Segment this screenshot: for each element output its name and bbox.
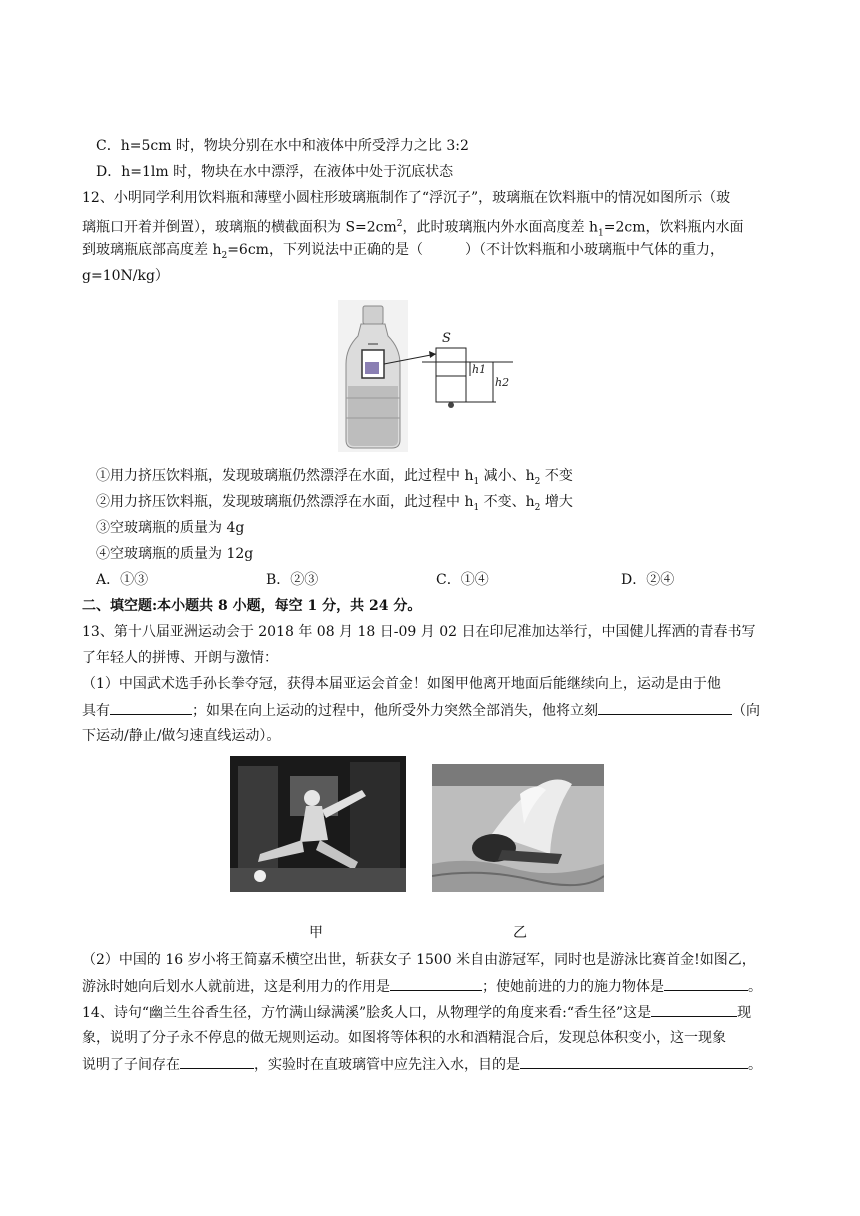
caption-yi: 乙 <box>513 925 527 941</box>
choice-d[interactable]: D．②④ <box>621 572 675 588</box>
q13-part1-line2: 具有 ；如果在向上运动的过程中，他所受外力突然全部消失，他将立刻 （向 <box>82 700 782 721</box>
q14-line3: 说明了子间存在 ，实验时在直玻璃管中应先注入水，目的是 。 <box>82 1054 782 1075</box>
section-heading-fill-in: 二、填空题:本小题共 8 小题，每空 1 分，共 24 分。 <box>82 598 422 614</box>
q12-figure-cartesian-diver <box>338 300 518 452</box>
q12-stem-line2: 璃瓶口开着并倒置），玻璃瓶的横截面积为 $S=2cm^2$，此时玻璃瓶内外水面高度差 $h_1=2cm$，饮料瓶内水面 <box>82 219 744 239</box>
fig-label-s: S <box>442 331 451 346</box>
q14-line2: 象，说明了分子永不停息的做无规则运动。如图将等体积的水和酒精混合后，发现总体积变小，这一现象 <box>82 1030 726 1046</box>
q13-part1-line1: （1）中国武术选手孙长拳夺冠，获得本届亚运会首金！如图甲他离开地面后能继续向上，运动是由于他 <box>82 676 721 692</box>
q13-part1-line3: 下运动/静止/做匀速直线运动）。 <box>82 728 281 744</box>
fig-label-h2: h2 <box>495 376 510 389</box>
q12-stem-line3: 到玻璃瓶底部高度差 $h_2=6cm$，下列说法中正确的是（ ）（不计饮料瓶和小玻璃瓶中气体的重力， <box>82 242 724 261</box>
q11-option-c: C．h=5cm 时，物块分别在水中和液体中所受浮力之比 3:2 <box>96 138 469 154</box>
q12-statement-4: ④空玻璃瓶的质量为 12g <box>96 546 254 562</box>
q13-part2-line1: （2）中国的 16 岁小将王简嘉禾横空出世，斩获女子 1500 米自由游冠军，同时也是游泳比赛首金!如图乙， <box>82 952 756 968</box>
q13-stem-line1: 13、第十八届亚洲运动会于 2018 年 08 月 18 日-09 月 02 日在印尼准加达举行，中国健儿挥洒的青春书写 <box>82 624 756 640</box>
answer-blank[interactable] <box>110 700 192 715</box>
choice-a[interactable]: A．①③ <box>96 572 149 588</box>
photo-yi-swimmer <box>432 764 604 892</box>
answer-blank[interactable] <box>598 700 732 715</box>
answer-blank[interactable] <box>664 976 748 991</box>
fig-label-h1: h1 <box>472 363 487 376</box>
q12-statement-3: ③空玻璃瓶的质量为 4g <box>96 520 245 536</box>
q12-stem-line4: g=10N/kg） <box>82 268 169 284</box>
answer-blank[interactable] <box>651 1002 737 1017</box>
choice-b[interactable]: B．②③ <box>266 572 319 588</box>
answer-blank[interactable] <box>390 976 482 991</box>
q12-stem-line1: 12、小明同学利用饮料瓶和薄壁小圆柱形玻璃瓶制作了“浮沉子”，玻璃瓶在饮料瓶中的情况如图所示（玻 <box>82 190 731 206</box>
q13-stem-line2: 了年轻人的拼博、开朗与激情： <box>82 650 278 666</box>
photo-jia-wushu <box>230 756 406 892</box>
q14-line1: 14、诗句“幽兰生谷香生径，方竹满山绿满溪”脍炙人口，从物理学的角度来看:“香生径”这是 现 <box>82 1002 782 1023</box>
choice-c[interactable]: C．①④ <box>436 572 489 588</box>
q13-part2-line2: 游泳时她向后划水人就前进，这是利用力的作用是 ；使她前进的力的施力物体是 。 <box>82 976 782 997</box>
q12-statement-2: ②用力挤压饮料瓶，发现玻璃瓶仍然漂浮在水面，此过程中 $h_1$ 不变、$h_2$ 增大 <box>96 494 573 513</box>
bottle-illustration <box>338 300 408 452</box>
answer-blank[interactable] <box>180 1054 254 1069</box>
caption-jia: 甲 <box>309 925 323 941</box>
q12-statement-1: ①用力挤压饮料瓶，发现玻璃瓶仍然漂浮在水面，此过程中 $h_1$ 减小、$h_2$ 不变 <box>96 468 573 487</box>
q11-option-d: D．h=1lm 时，物块在水中漂浮，在液体中处于沉底状态 <box>96 164 454 180</box>
answer-blank[interactable] <box>520 1054 748 1069</box>
